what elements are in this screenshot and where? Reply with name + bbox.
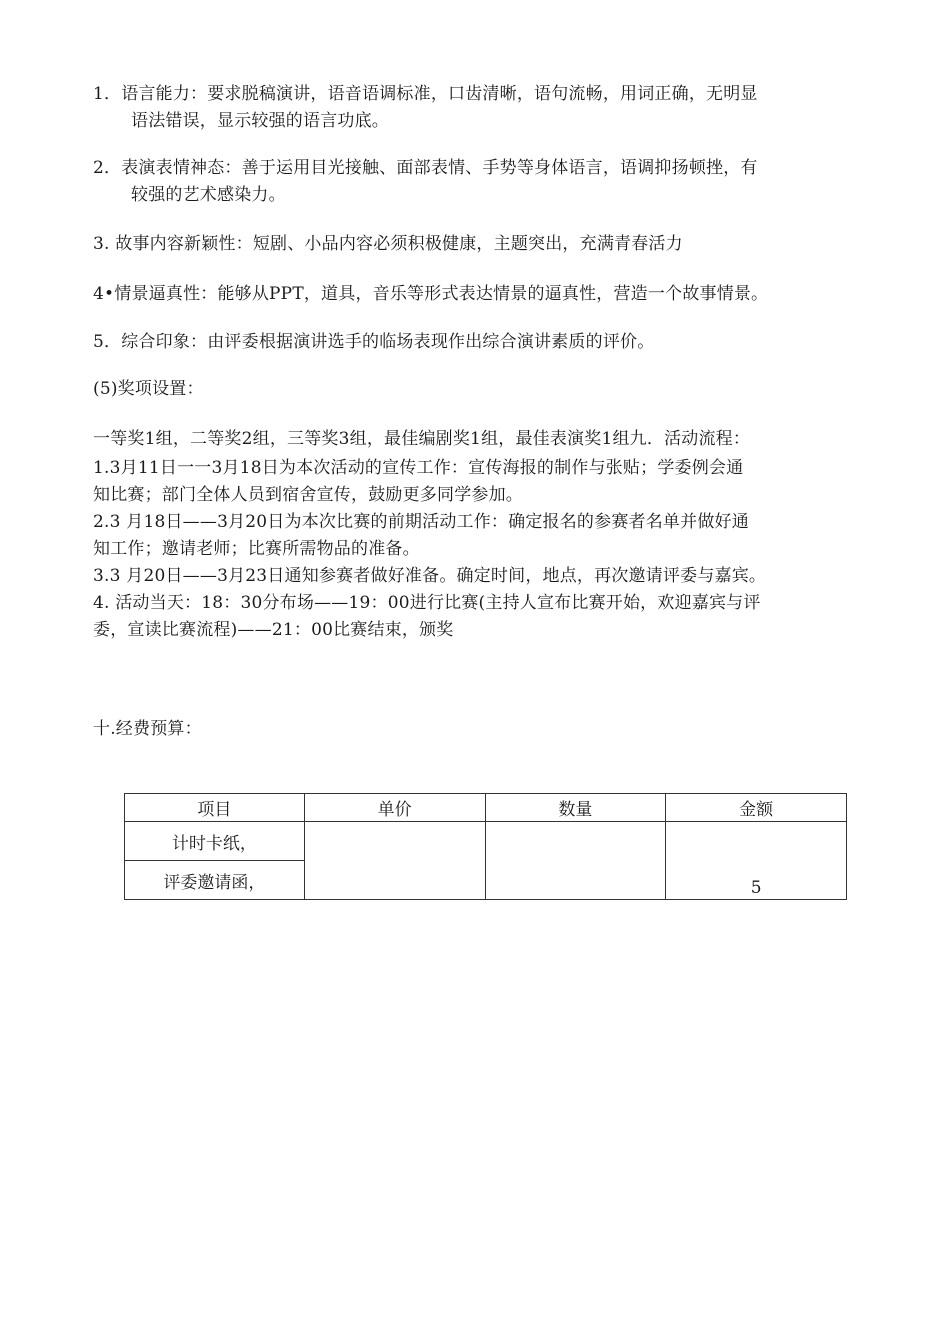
awards-text: 一等奖1组，二等奖2组，三等奖3组，最佳编剧奖1组，最佳表演奖1组九．活动流程： [93,429,751,449]
header-item: 项目 [125,794,305,822]
awards-heading: (5)奖项设置： [93,379,204,399]
table-row [125,822,847,861]
header-unit-price: 单价 [304,794,485,822]
criterion-5: 5．综合印象：由评委根据演讲选手的临场表现作出综合演讲素质的评价。 [93,332,655,352]
quantity-cell [485,822,666,900]
unit-price-cell [304,822,485,900]
budget-table [124,793,847,900]
criterion-2-line-2: 较强的艺术感染力。 [131,185,286,205]
process-2-line-2: 知工作；邀请老师；比赛所需物品的准备。 [93,539,420,559]
criterion-4: 4•情景逼真性：能够从PPT，道具，音乐等形式表达情景的逼真性，营造一个故事情景。 [93,284,769,304]
item-cell: 计时卡纸， [125,822,305,861]
process-3: 3.3 月20日——3月23日通知参赛者做好准备。确定时间，地点，再次邀请评委与嘉宾。 [93,566,767,586]
criterion-3: 3. 故事内容新颖性：短剧、小品内容必须积极健康，主题突出，充满青春活力 [93,234,683,254]
amount-cell: 5 [666,822,847,900]
process-4-line-1: 4. 活动当天：18：30分布场——19：00进行比赛(主持人宣布比赛开始，欢迎嘉宾与评 [93,593,761,613]
process-1-line-1: 1.3月11日一一3月18日为本次活动的宣传工作：宣传海报的制作与张贴；学委例会通 [93,458,744,478]
criterion-2-line-1: 2．表演表情神态：善于运用目光接触、面部表情、手势等身体语言，语调抑扬顿挫，有 [93,158,758,178]
budget-header-row [125,794,847,822]
budget-heading: 十.经费预算： [93,719,202,739]
process-1-line-2: 知比赛；部门全体人员到宿舍宣传，鼓励更多同学参加。 [93,485,523,505]
header-amount: 金额 [666,794,847,822]
item-cell: 评委邀请函， [125,861,305,900]
process-4-line-2: 委，宣读比赛流程)——21：00比赛结束，颁奖 [93,620,454,640]
header-quantity: 数量 [485,794,666,822]
criterion-1-line-2: 语法错误，显示较强的语言功底。 [131,111,389,131]
process-2-line-1: 2.3 月18日——3月20日为本次比赛的前期活动工作：确定报名的参赛者名单并做好通 [93,512,749,532]
criterion-1-line-1: 1．语言能力：要求脱稿演讲，语音语调标准，口齿清晰，语句流畅，用词正确，无明显 [93,84,758,104]
